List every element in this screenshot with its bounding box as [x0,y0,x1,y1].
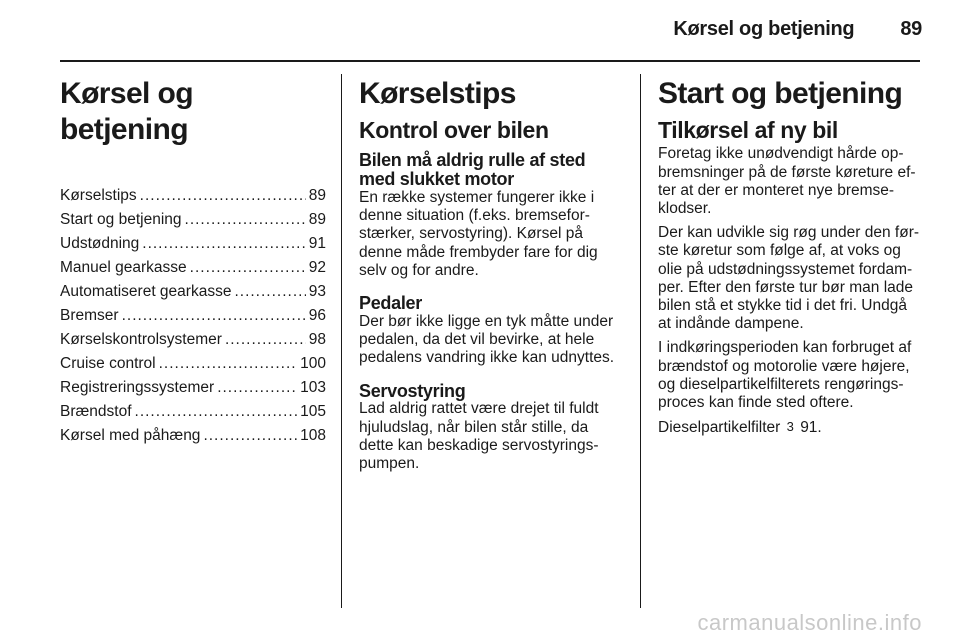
paragraph: I indkøringsperioden kan forbruget af brændstof og motorolie være højere, og dieselpartikelfilterets rengørings-proces kan finde sted oftere. [658,339,912,411]
section-title: Kørselstips [359,77,516,110]
toc-item[interactable]: Udstødning ..... 91 [60,232,326,256]
cross-reference[interactable]: Dieselpartikelfilter 3 91. [658,419,822,437]
chapter-toc-column [60,70,326,448]
topic-body: Der bør ikke ligge en tyk måtte under pedalen, da det vil bevirke, at hele pedalens vandring ikke kan udnyttes. [359,312,615,367]
toc-item[interactable]: Kørsel med påhæng ..... 108 [60,424,326,448]
section-subtitle: Tilkørsel af ny bil [658,117,838,143]
column-divider-2 [640,74,641,608]
paragraph: Der kan udvikle sig røg under den før-ste køretur som følge af, at voks og olie på udstødningssystemet fordam-per. Efter den første tur bør man lade bilen stå et stykke tid i det fri. Undgå at indånde dampene. [658,224,920,333]
running-header-title: Kørsel og betjening [673,18,855,40]
toc-item[interactable]: Kørselskontrolsystemer ..... 98 [60,328,326,352]
watermark: carmanualsonline.info [697,610,922,635]
section-subtitle: Kontrol over bilen [359,117,549,143]
chapter-title: Kørsel og betjening [60,77,193,146]
toc-item[interactable]: Kørselstips ..... 89 [60,184,326,208]
column-divider-1 [341,74,342,608]
cross-reference-arrow-icon: 3 [786,419,794,435]
toc-item[interactable]: Bremser ..... 96 [60,304,326,328]
toc-item[interactable]: Cruise control ..... 100 [60,352,326,376]
start-operation-column [658,70,922,443]
paragraph: Foretag ikke unødvendigt hårde op-bremsninger på de første køreture ef-ter at der er monteret nye bremse-klodser. [658,145,916,217]
driving-tips-column [359,70,625,479]
toc-item[interactable]: Automatiseret gearkasse ..... 93 [60,280,326,304]
page-number: 89 [900,18,922,40]
toc-item[interactable]: Registreringssystemer ..... 103 [60,376,326,400]
toc-item[interactable]: Manuel gearkasse ..... 92 [60,256,326,280]
running-header [673,18,922,41]
topic-body: Lad aldrig rattet være drejet til fuldt hjuludslag, når bilen står stille, da dette kan beskadige servostyrings-pumpen. [359,400,599,473]
topic-heading: Bilen må aldrig rulle af sted med slukket motor [359,150,586,190]
header-rule [60,60,920,62]
topic-body: En række systemer fungerer ikke i denne situation (f.eks. bremsefor-stærker, servostyring). Kørsel på denne måde frembyder fare for dig selv og for andre. [359,189,598,279]
toc-item[interactable]: Brændstof ..... 105 [60,400,326,424]
toc-list [60,184,326,448]
section-title: Start og betjening [658,77,903,110]
toc-item[interactable]: Start og betjening ..... 89 [60,208,326,232]
topic-heading: Servostyring [359,380,466,401]
topic-heading: Pedaler [359,293,422,314]
